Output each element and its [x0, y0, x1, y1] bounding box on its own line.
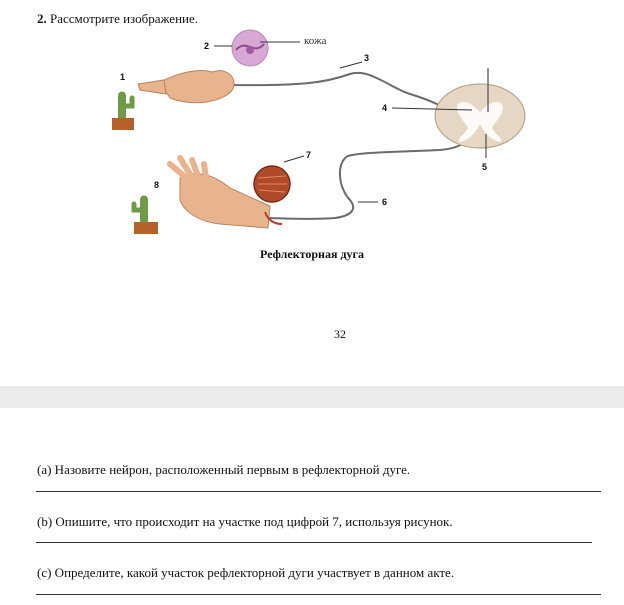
figure-label-6: 6 [382, 197, 388, 207]
task-text: Рассмотрите изображение. [46, 11, 199, 26]
skin-label: кожа [304, 35, 327, 47]
page-number: 32 [334, 327, 346, 341]
reflex-arc-figure [100, 28, 530, 246]
skin-receptor-circle [232, 30, 268, 66]
figure-label-2: 2 [204, 41, 210, 51]
question-c: (c) Определите, какой участок рефлекторной дуги участвует в данном акте. [37, 565, 455, 580]
figure-label-5: 5 [482, 162, 488, 172]
muscle-circle [254, 166, 290, 202]
answer-line-a[interactable] [36, 491, 601, 492]
worksheet-page-bottom [0, 408, 624, 605]
hand-upper [138, 70, 234, 102]
figure-label-8: 8 [154, 180, 160, 190]
spinal-cord-section [435, 68, 525, 148]
question-a: (a) Назовите нейрон, расположенный первым в рефлекторной дуге. [37, 462, 411, 477]
answer-line-b[interactable] [36, 542, 592, 543]
cactus-upper [112, 92, 134, 131]
motor-nerve-fiber [265, 128, 474, 219]
task-number: 2. [37, 11, 47, 26]
figure-label-7: 7 [306, 150, 312, 160]
cactus-lower [134, 196, 158, 235]
question-b: (b) Опишите, что происходит на участке под цифрой 7, используя рисунок. [37, 514, 453, 529]
page-break [0, 386, 624, 408]
figure-label-4: 4 [382, 103, 388, 113]
answer-line-c[interactable] [36, 594, 601, 595]
figure-caption: Рефлекторная дуга [260, 247, 364, 261]
figure-label-1: 1 [120, 72, 126, 82]
figure-label-3: 3 [364, 53, 370, 63]
task-heading [37, 11, 198, 27]
